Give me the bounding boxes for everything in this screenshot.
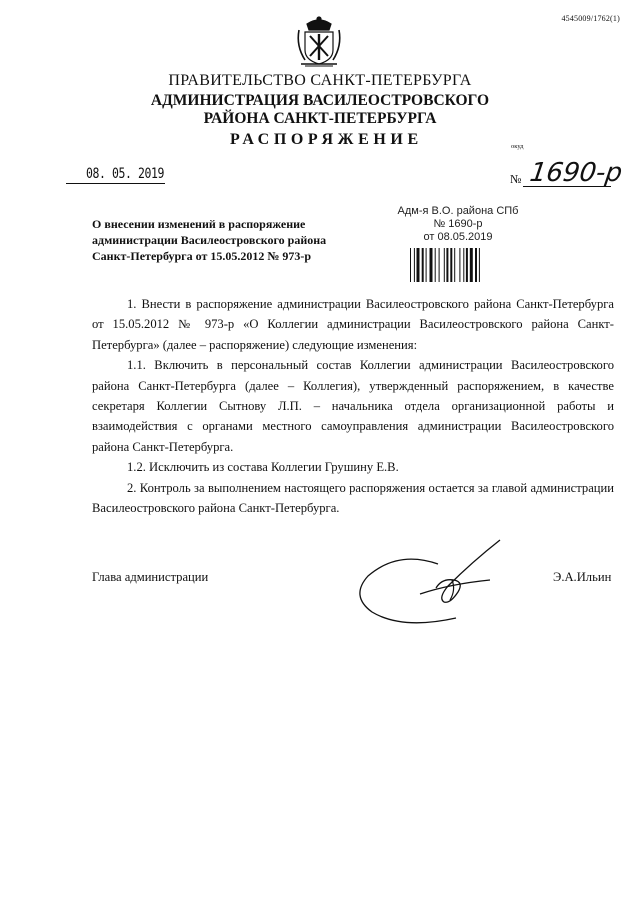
document-type: РАСПОРЯЖЕНИЕ [230, 131, 423, 148]
barcode-icon [410, 248, 512, 282]
paragraph-1: 1. Внести в распоряжение администрации Василеостровского района Санкт-Петербурга от 15.05.2012 № 973-р «О Коллегии администрации Василеостровского района Санкт-Петербурга» (далее – распоряжение) следующие изменения: [92, 297, 614, 352]
stamp-line-1: Адм-я В.О. района СПб [397, 205, 519, 217]
number-underline [523, 186, 611, 187]
handwritten-signature-icon [350, 536, 510, 624]
document-code: 4545009/1762(1) [561, 14, 620, 23]
signatory-name: Э.А.Ильин [553, 570, 612, 584]
document-subject: О внесении изменений в распоряжение администрации Василеостровского района Санкт-Петербурга от 15.05.2012 № 973-р [92, 217, 327, 263]
paragraph-1-2: 1.2. Исключить из состава Коллегии Грушину Е.В. [127, 460, 399, 475]
document-date: 08. 05. 2019 [86, 166, 165, 182]
document-body [92, 294, 614, 518]
paragraph-2: 2. Контроль за выполнением настоящего распоряжения остается за главой администрации Василеостровского района Санкт-Петербурга. [92, 480, 614, 516]
date-underline [66, 183, 165, 184]
stamp-line-2: № 1690-р [433, 218, 483, 230]
okud-label: окуд [511, 143, 524, 150]
administration-title-line2: РАЙОНА САНКТ-ПЕТЕРБУРГА [203, 110, 437, 127]
paragraph-1-1: 1.1. Включить в персональный состав Коллегии администрации Василеостровского района Санкт-Петербурга (далее – Коллегия), утвержденный распоряжением, в качестве секретаря Коллегии Сытнову Л.П. – начальника отдела организационной работы и взаимодействия с органами местного самоуправления администрации Василеостровского района Санкт-Петербурга. [92, 358, 614, 454]
registration-stamp [393, 205, 523, 244]
coat-of-arms-icon [295, 16, 343, 70]
document-number: 1690-р [527, 158, 625, 188]
number-sign: № [510, 172, 522, 186]
administration-title-line1: АДМИНИСТРАЦИЯ ВАСИЛЕОСТРОВСКОГО [150, 92, 490, 109]
signatory-title: Глава администрации [92, 570, 209, 584]
stamp-line-3: от 08.05.2019 [423, 231, 493, 243]
government-title: ПРАВИТЕЛЬСТВО САНКТ-ПЕТЕРБУРГА [168, 72, 472, 89]
